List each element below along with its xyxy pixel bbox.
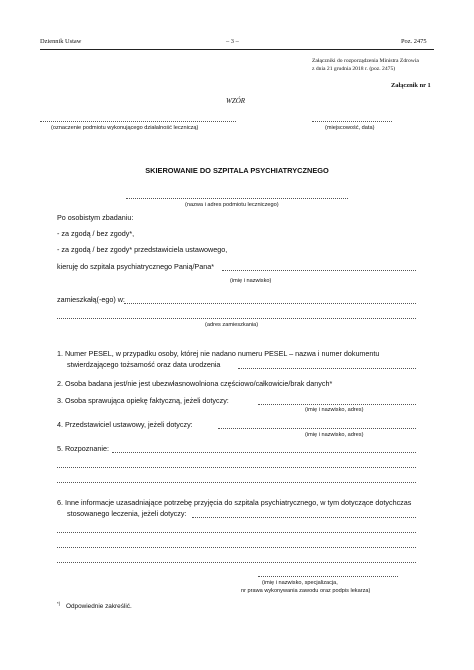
item-3-caption: (imię i nazwisko, adres) xyxy=(305,407,364,413)
item-3-text: 3. Osoba sprawująca opiekę faktyczną, jeżeli dotyczy: xyxy=(57,396,229,405)
refer-text: kieruję do szpitala psychiatrycznego Panią/Pana* xyxy=(57,262,215,271)
patient-name-caption: (imię i nazwisko) xyxy=(230,278,272,284)
attachment-note-line1: Załączniki do rozporządzenia Ministra Zdrowia xyxy=(312,58,419,64)
page-number: – 3 – xyxy=(226,38,239,45)
address-caption: (adres zamieszkania) xyxy=(205,322,259,328)
info-line-4 xyxy=(57,562,416,563)
signature-caption-2: nr prawa wykonywania zawodu oraz podpis lekarza) xyxy=(241,588,371,594)
item-1-line xyxy=(238,368,416,369)
item-1-line-b: stwierdzającego tożsamość oraz data urodzenia xyxy=(67,360,221,369)
item-4-caption: (imię i nazwisko, adres) xyxy=(305,432,364,438)
place-date-line xyxy=(312,121,392,122)
place-date-caption: (miejscowość, data) xyxy=(325,125,375,131)
template-mark: WZÓR xyxy=(226,97,246,105)
item-6-line-b: stosowanego leczenia, jeżeli dotyczy: xyxy=(67,509,187,518)
item-2-text: 2. Osoba badana jest/nie jest ubezwłasnowolniona częściowo/całkowicie/brak danych* xyxy=(57,379,333,388)
info-line-2 xyxy=(57,532,416,533)
patient-name-line xyxy=(222,270,416,271)
item-4-line xyxy=(218,428,416,429)
signature-caption-1: (imię i nazwisko, specjalizacja, xyxy=(262,580,338,586)
signature-line xyxy=(258,576,398,577)
footnote-text: Odpowiednie zakreślić. xyxy=(66,603,132,610)
item-1-line-a: 1. Numer PESEL, w przypadku osoby, której nie nadano numeru PESEL – nazwa i numer dokumentu xyxy=(57,349,380,358)
header-rule xyxy=(40,49,434,50)
item-4-text: 4. Przedstawiciel ustawowy, jeżeli dotyczy: xyxy=(57,420,193,429)
examined-text: Po osobistym zbadaniu: xyxy=(57,213,134,222)
entity-line xyxy=(40,121,236,122)
document-title: SKIEROWANIE DO SZPITALA PSYCHIATRYCZNEGO xyxy=(145,166,329,175)
hospital-caption: (nazwa i adres podmiotu leczniczego) xyxy=(185,202,279,208)
journal-name: Dziennik Ustaw xyxy=(40,38,82,45)
entity-caption: (oznaczenie podmiotu wykonującego działalność leczniczą) xyxy=(51,125,199,131)
info-line-1 xyxy=(192,517,416,518)
item-3-line xyxy=(258,404,416,405)
consent-text-1: - za zgodą / bez zgody*, xyxy=(57,229,135,238)
consent-text-2: - za zgodą / bez zgody* przedstawiciela ustawowego, xyxy=(57,245,228,254)
attachment-label: Załącznik nr 1 xyxy=(391,82,431,89)
diagnosis-line-1 xyxy=(112,452,416,453)
position-number: Poz. 2475 xyxy=(401,38,427,45)
item-6-line-a: 6. Inne informacje uzasadniające potrzebę przyjęcia do szpitala psychiatrycznego, w tym dotyczące dotychczas xyxy=(57,498,412,507)
info-line-3 xyxy=(57,547,416,548)
diagnosis-line-3 xyxy=(57,482,416,483)
diagnosis-line-2 xyxy=(57,467,416,468)
attachment-note-line2: z dnia 21 grudnia 2018 r. (poz. 2475) xyxy=(312,66,396,72)
residing-text: zamieszkałą(-ego) w: xyxy=(57,295,125,304)
address-line-2 xyxy=(57,318,416,319)
address-line-1 xyxy=(124,303,416,304)
hospital-line xyxy=(126,198,348,199)
item-5-text: 5. Rozpoznanie: xyxy=(57,444,109,453)
footnote-mark: *) xyxy=(57,601,61,606)
